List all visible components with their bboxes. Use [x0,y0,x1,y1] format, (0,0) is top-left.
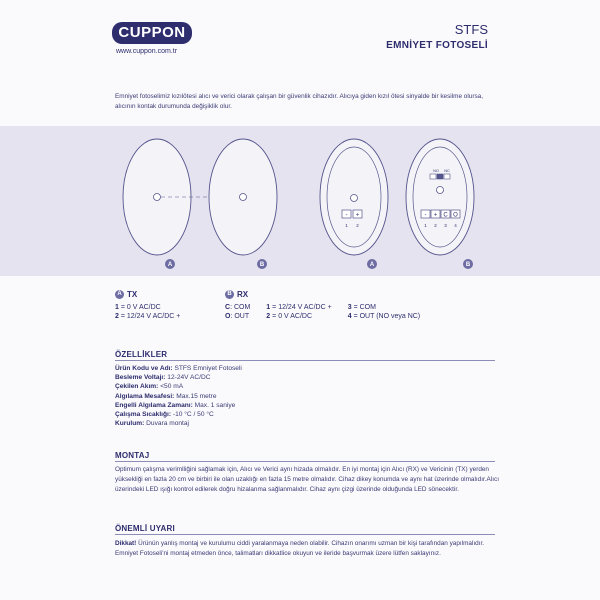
rx-col-1: C: COM O: OUT [225,304,251,320]
tx-row: 2 = 12/24 V AC/DC + [115,313,181,320]
rx-title: RX [237,290,249,299]
tx-title: TX [127,290,138,299]
rx-jumper-nc: NC [444,169,450,173]
montaj-paragraph: Optimum çalışma verimlliğini sağlamak için, Alıcı ve Verici aynı hizada olmalıdır. En iyi montaj için Alıcı (RX) ve Vericinin (TX) yerden yüksekliği en fazla 20 cm ve birbiri ile olan uzaklığı en fazla 15 metre olmalıdır. Cihaz dikey konumda ve aynı hat üzerinde olmalıdır.Alıcı üzerindeki LED ışığı kontrol edilerek doğru hizalanma sağlanmalıdır. Cihaz aynı çizgi üzerinde olduğunda LED sönecektir. [115,466,499,493]
rx-terminal-out: O [453,212,458,219]
label-badge-a-1 [165,259,175,269]
rx-pinout [225,290,420,321]
svg-text:B: B [465,262,471,269]
montaj-heading: MONTAJ [115,451,150,460]
warning-divider [115,534,495,535]
rx-jumper-no: NO [433,169,439,173]
intro-paragraph: Emniyet fotoselimiz kızılötesi alıcı ve verici olarak çalışan bir güvenlik cihazıdır. Alıcıya giden kızıl ötesi sinyalde bir kesilme olursa, alıcının kontak durumunda değişiklik olur. [115,93,483,110]
brand-logo: CUPPON [112,22,192,44]
rx-terminal-number-4: 4 [454,223,457,228]
tx-row: 1 = 0 V AC/DC [115,304,161,311]
spec-row: Çekilen Akım: <50 mA [115,383,184,391]
page-subtitle: EMNİYET FOTOSELİ [386,40,488,51]
tx-terminal-plus: + [355,212,360,219]
tx-pinout [115,290,180,321]
rx-pinout-title [225,290,420,299]
warning-text: Ürünün yanlış montaj ve kurulumu ciddi yaralanmaya neden olabilir. Cihazın onarımı uzman bir kişi tarafından yapılmalıdır. Emniyet Fotoseli'ni montaj etmeden önce, talimatları dikkatlice okuyun ve ileride başvurmak üzere lütfen saklayınız. [115,540,485,557]
rx-terminal-number-1: 1 [424,223,427,228]
receiver-front [209,139,277,255]
features-divider [115,360,495,361]
tx-badge: A [115,290,124,299]
label-badge-b-2 [463,259,473,269]
spec-row: Engelli Algılama Zamanı: Max. 1 saniye [115,401,236,409]
tx-pinout-title [115,290,180,299]
features-heading: ÖZELLİKLER [115,350,168,359]
spec-row: Kurulum: Duvara montaj [115,420,190,428]
rx-terminal-number-2: 2 [434,223,437,228]
rx-col-2: 1 = 12/24 V AC/DC + 2 = 0 V AC/DC [266,304,332,320]
spec-row: Ürün Kodu ve Adı: STFS Emniyet Fotoseli [115,365,242,372]
label-badge-a-2 [367,259,377,269]
rx-terminal-minus: - [424,212,427,219]
warning-lead: Dikkat! [115,540,137,547]
warning-heading: ÖNEMLİ UYARI [115,524,175,533]
rx-terminal-number-3: 3 [444,223,447,228]
receiver-inside [406,139,474,255]
spec-row: Çalışma Sıcaklığı: -10 °C / 50 °C [115,411,214,419]
brand-url: www.cuppon.com.tr [116,48,178,55]
installation-diagram [0,126,600,276]
page-title: STFS [454,22,488,37]
rx-terminal-plus: + [433,212,438,219]
tx-terminal-minus: - [345,212,348,219]
rx-badge: B [225,290,234,299]
rx-rows [225,303,420,321]
transmitter-front [123,139,191,255]
svg-text:A: A [167,262,173,269]
features-list [115,364,242,428]
rx-terminal-com: C [443,212,448,219]
spec-row: Algılama Mesafesi: Max.15 metre [115,392,217,400]
spec-row: Besleme Voltajı: 12-24V AC/DC [115,374,211,382]
rx-col-3: 3 = COM 4 = OUT (NO veya NC) [347,304,421,320]
warning-paragraph [115,539,500,559]
transmitter-inside [320,139,388,255]
tx-terminal-number-2: 2 [356,223,359,228]
montaj-divider [115,461,495,462]
svg-text:A: A [369,262,375,269]
label-badge-b-1 [257,259,267,269]
svg-text:B: B [259,262,265,269]
tx-terminal-number-1: 1 [345,223,348,228]
